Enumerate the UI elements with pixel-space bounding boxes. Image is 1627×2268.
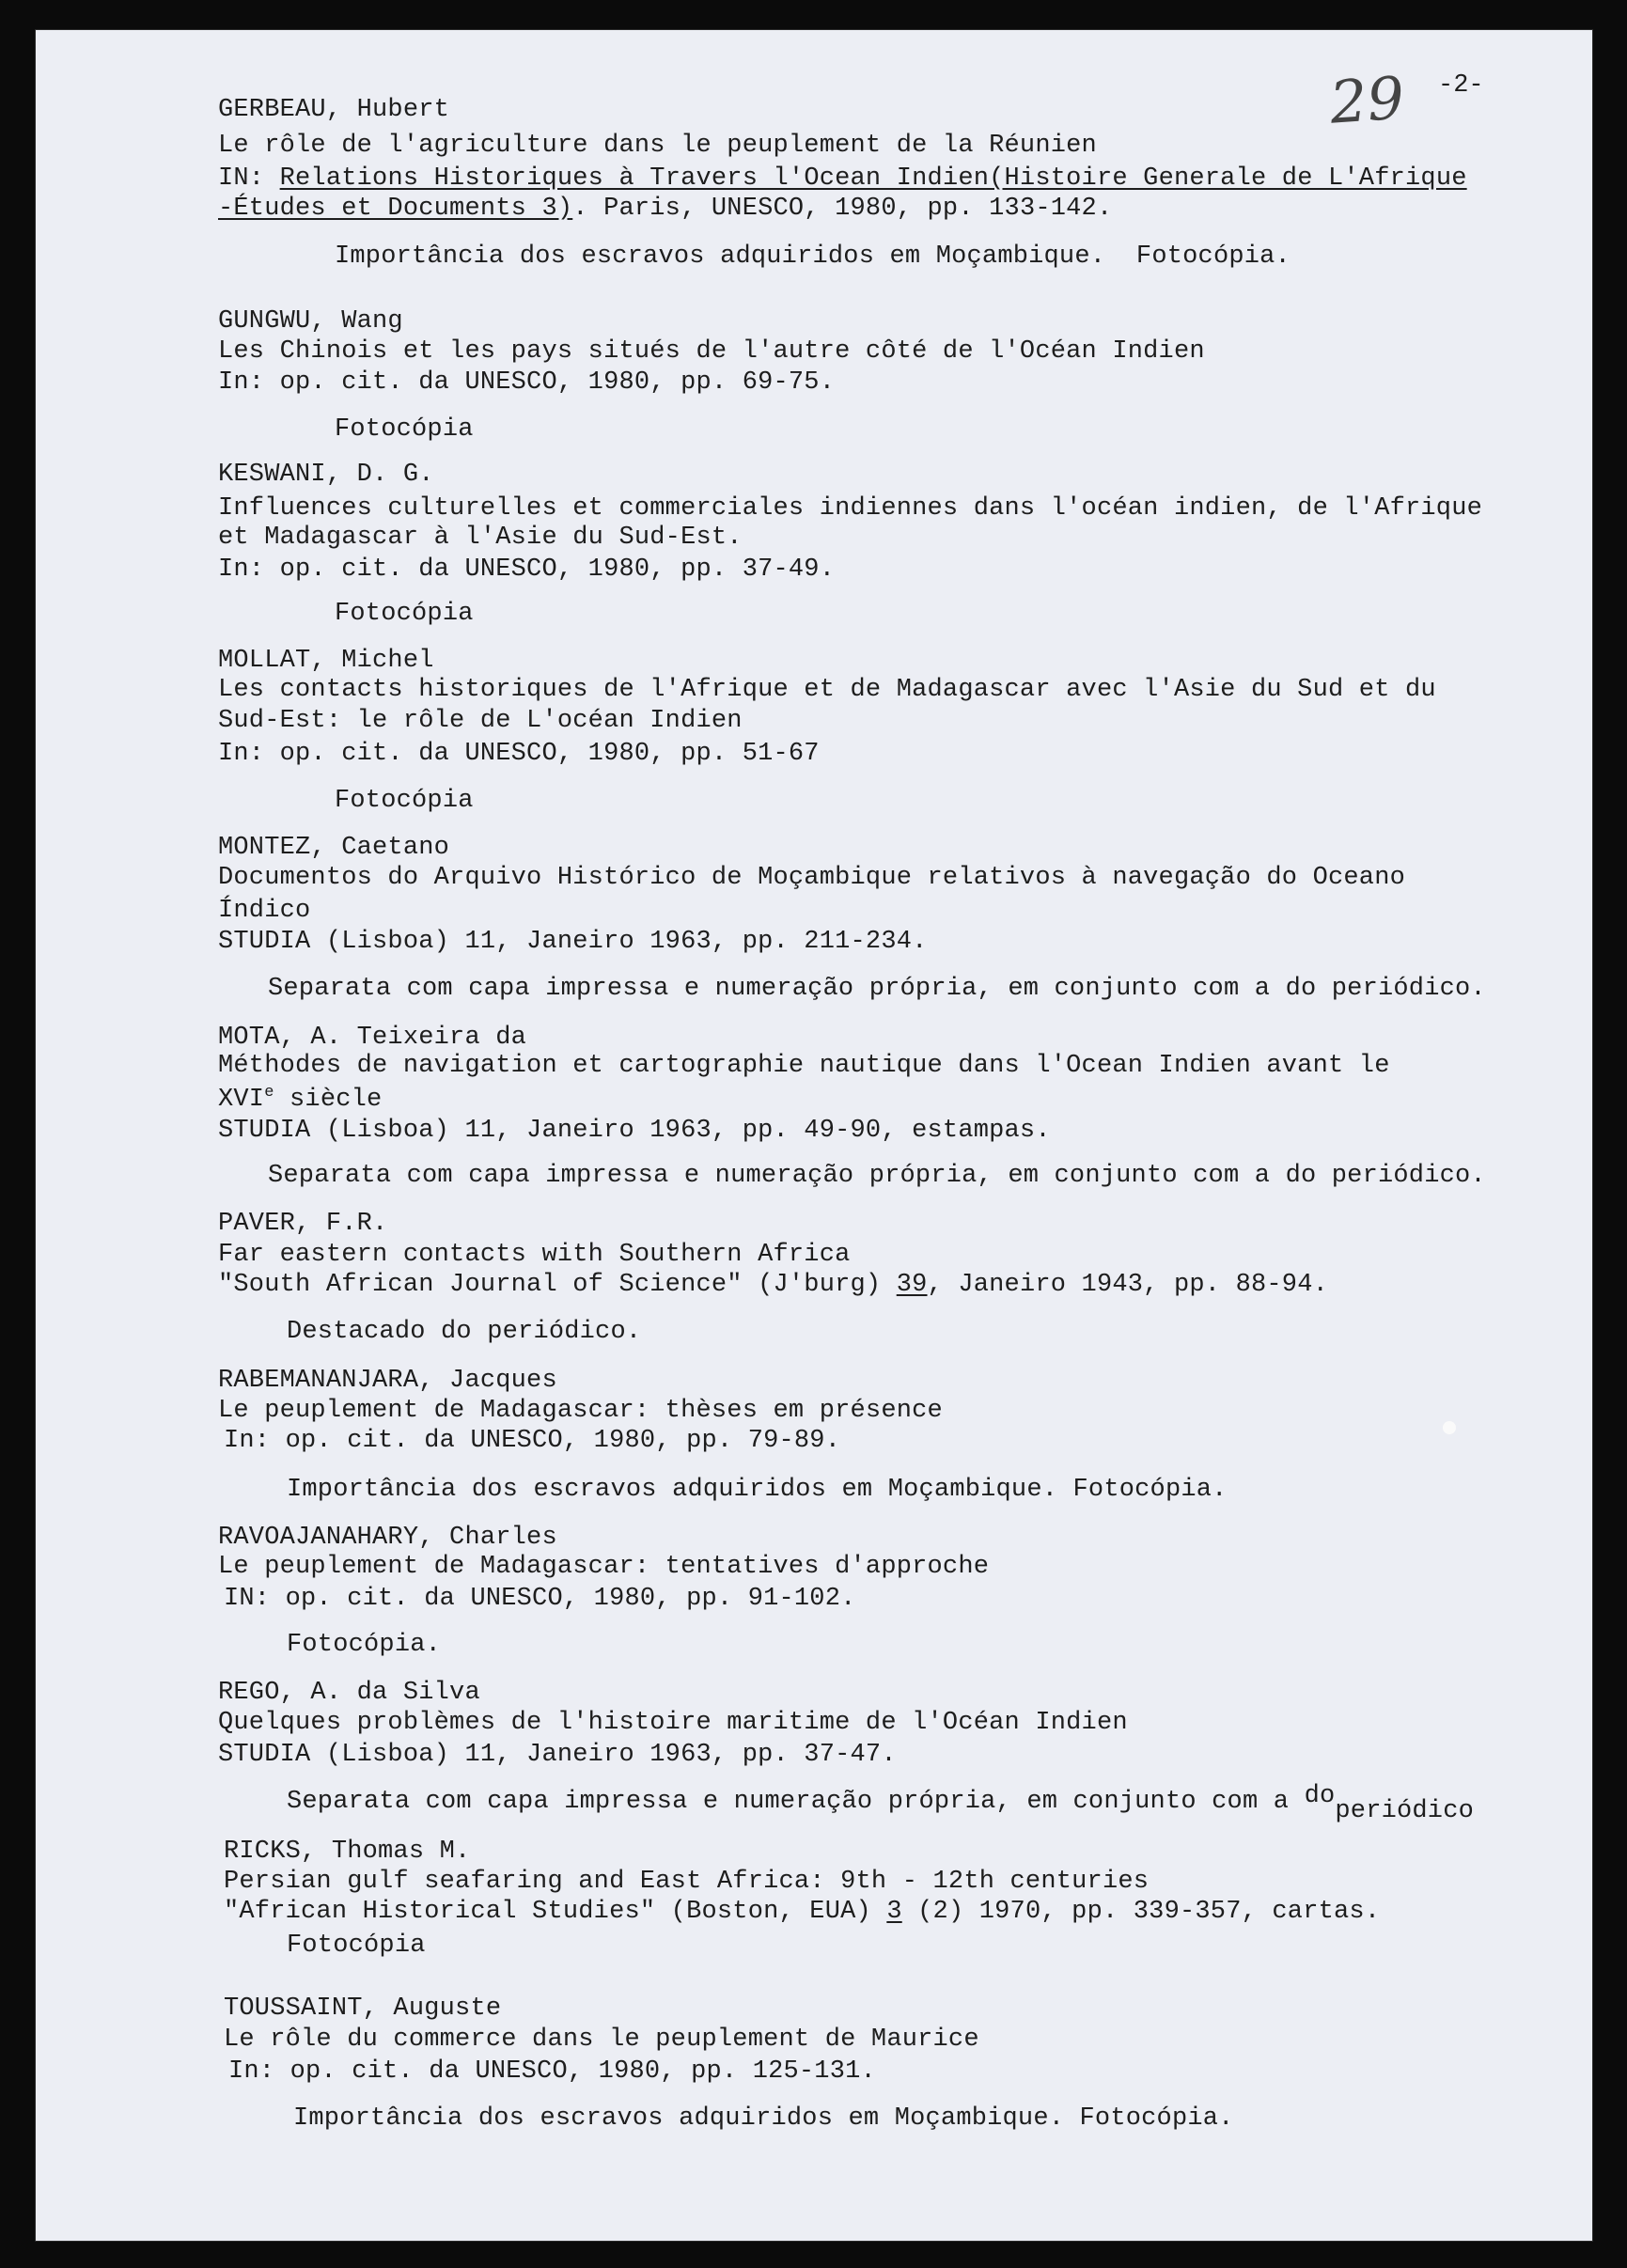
entry-source [224,1896,1380,1928]
entry-source-cont [218,193,1112,225]
entry-source: In: op. cit. da UNESCO, 1980, pp. 125-131. [228,2057,876,2086]
entry-note: Separata com capa impressa e numeração própria, em conjunto com a do periódico. [268,1162,1486,1190]
entry-title: Persian gulf seafaring and East Africa: 9th - 12th centuries [224,1868,1150,1896]
entry-title-cont [218,1084,382,1116]
entry-author: GUNGWU, Wang [218,307,403,336]
entry-title: Le rôle du commerce dans le peuplement de Maurice [224,2026,979,2054]
entry-title-cont: et Madagascar à l'Asie du Sud-Est. [218,524,743,552]
entry-author: RABEMANANJARA, Jacques [218,1367,557,1395]
entry-title: Méthodes de navigation et cartographie nautique dans l'Ocean Indien avant le [218,1052,1390,1080]
journal-details: , Janeiro 1943, pp. 88-94. [927,1271,1328,1299]
entry-source: STUDIA (Lisboa) 11, Janeiro 1963, pp. 37-47. [218,1741,897,1769]
entry-title: Far eastern contacts with Southern Africa [218,1241,851,1269]
source-prefix: IN: [218,164,280,193]
entry-source: STUDIA (Lisboa) 11, Janeiro 1963, pp. 49-90, estampas. [218,1117,1051,1145]
entry-author: RICKS, Thomas M. [224,1838,471,1866]
journal-details: (2) 1970, pp. 339-357, cartas. [901,1898,1381,1926]
entry-note: Fotocópia [335,600,474,628]
entry-title: Les contacts historiques de l'Afrique et de Madagascar avec l'Asie du Sud et du [218,676,1436,704]
journal-name: "African Historical Studies" (Boston, EUA) [224,1898,887,1926]
entry-source [218,1269,1328,1301]
entry-title-cont: Sud-Est: le rôle de L'océan Indien [218,707,743,735]
entry-note: Fotocópia. [287,1631,442,1659]
journal-volume: 39 [896,1271,928,1299]
entry-author: TOUSSAINT, Auguste [224,1994,502,2023]
entry-title: Influences culturelles et commerciales indiennes dans l'océan indien, de l'Afrique [218,494,1483,523]
source-publisher: . Paris, UNESCO, 1980, pp. 133-142. [572,195,1113,223]
journal-name: "South African Journal of Science" (J'burg) [218,1271,897,1299]
century-superscript: e [264,1084,274,1102]
entry-author: KESWANI, D. G. [218,461,434,489]
entry-note: Separata com capa impressa e numeração própria, em conjunto com a do periódico. [268,975,1486,1003]
entry-note: Destacado do periódico. [287,1318,642,1346]
century-numeral: XVI [218,1086,265,1114]
entry-title: Quelques problèmes de l'histoire maritime de l'Océan Indien [218,1709,1128,1737]
century-word: siècle [274,1086,383,1114]
entry-source: In: op. cit. da UNESCO, 1980, pp. 37-49. [218,555,836,584]
entry-author: MOTA, A. Teixeira da [218,1024,527,1052]
entry-author: MONTEZ, Caetano [218,834,450,862]
note-text: Separata com capa impressa e numeração própria, em conjunto com a [287,1788,1305,1816]
entry-title: Le peuplement de Madagascar: tentatives d'approche [218,1553,990,1581]
entry-source: In: op. cit. da UNESCO, 1980, pp. 69-75. [218,368,836,397]
entry-note: Importância dos escravos adquiridos em Moçambique. Fotocópia. [293,2104,1234,2133]
paper-speck [1443,1421,1456,1434]
entry-author: PAVER, F.R. [218,1210,388,1238]
entry-source [218,163,1467,195]
handwritten-page-number: 29 [1327,63,1407,137]
entry-source: In: op. cit. da UNESCO, 1980, pp. 51-67 [218,740,820,768]
entry-title: Documentos do Arquivo Histórico de Moçambique relativos à navegação do Oceano [218,864,1406,892]
entry-note: Fotocópia [287,1932,426,1960]
entry-title: Le peuplement de Madagascar: thèses em présence [218,1397,943,1425]
typed-page-number: -2- [1438,71,1484,100]
entry-note [287,1782,1475,1825]
entry-source: IN: op. cit. da UNESCO, 1980, pp. 91-102. [224,1585,856,1613]
entry-title-cont: Índico [218,897,311,925]
source-series-title: Relations Historiques à Travers l'Ocean Indien(Histoire Generale de L'Afrique [279,164,1467,193]
note-lowered-word: periódico [1335,1797,1475,1825]
entry-author: REGO, A. da Silva [218,1679,480,1707]
entry-title: Le rôle de l'agriculture dans le peuplement de la Réunien [218,132,1097,160]
entry-author: MOLLAT, Michel [218,647,434,675]
note-raised-word: do [1304,1782,1336,1810]
entry-note: Fotocópia [335,415,474,444]
entry-note: Importância dos escravos adquiridos em Moçambique. Fotocópia. [287,1476,1228,1504]
source-series-title-cont: -Études et Documents 3) [218,195,573,223]
entry-author: GERBEAU, Hubert [218,96,450,124]
entry-title: Les Chinois et les pays situés de l'autre côté de l'Océan Indien [218,337,1205,366]
entry-note: Fotocópia [335,787,474,815]
journal-volume: 3 [886,1898,902,1926]
entry-source: STUDIA (Lisboa) 11, Janeiro 1963, pp. 211-234. [218,928,928,956]
entry-author: RAVOAJANAHARY, Charles [218,1524,557,1552]
entry-note: Importância dos escravos adquiridos em Moçambique. Fotocópia. [335,242,1291,271]
entry-source: In: op. cit. da UNESCO, 1980, pp. 79-89. [224,1427,841,1455]
